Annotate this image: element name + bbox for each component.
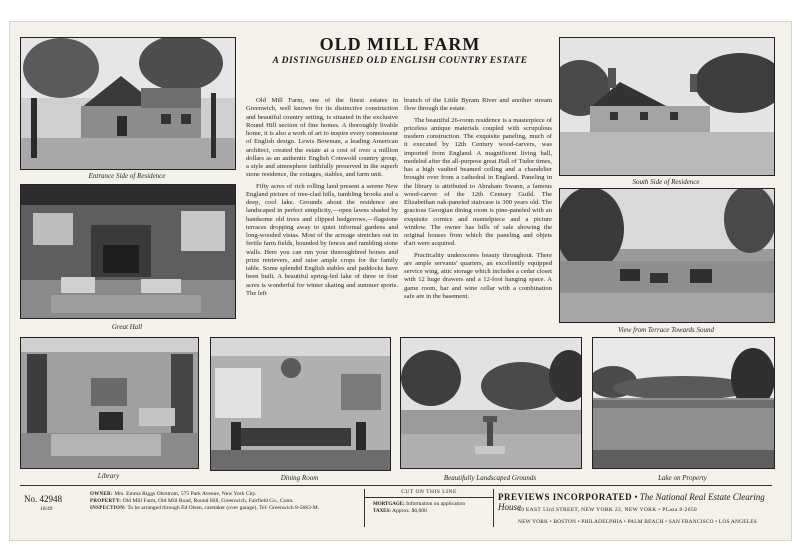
body-column-2 <box>404 97 552 301</box>
body-paragraph: Old Mill Farm, one of the finest estates in Greenwich, well known for its distinctive construction and beautiful country setting, is situated in the exclusive Round Hill section of fine homes. A thoroughly livable home, it is also a work of art to inspire every connoisseur of English design. Lewis Bowman, a leading American architect, created the estate at a cost of over a million dollars as an authentic English Cotswold country group, a style and atmosphere faithfully preserved in the superb stone residence, the cottages, stables, and farm unit. <box>246 97 398 179</box>
property-value: Old Mill Farm, Old Mill Road, Round Hill, Greenwich, Fairfield Co., Conn. <box>122 498 294 505</box>
body-paragraph: branch of the Little Byram River and another stream flow through the estate. <box>404 97 552 113</box>
great-hall-photo <box>20 184 236 319</box>
library-photo <box>20 337 199 469</box>
owner-label: OWNER: <box>90 492 113 497</box>
company-address: 49 EAST 53rd STREET, NEW YORK 22, NEW YORK • PLaza 8-2650 <box>518 507 698 513</box>
footer <box>20 485 772 532</box>
south-side-caption: South Side of Residence <box>632 178 700 186</box>
inspection-value: To be arranged through Ed Olsen, caretaker (over garage), Tel: Greenwich 8-5683-M. <box>127 505 320 512</box>
entrance-caption: Entrance Side of Residence <box>88 172 166 180</box>
taxes-label: TAXES: <box>373 509 391 514</box>
dining-room-photo <box>210 337 391 471</box>
taxes-value: Approx. $6,000 <box>392 508 427 514</box>
body-paragraph: The beautiful 26-room residence is a masterpiece of priceless antique materials coupled with scrupulous modern construction. The exquisite paneling, much of it executed by 12th Century wood-carvers, was imported from England. A magnificent living hall, modeled after the all-purpose great Hall of Tudor times, has a high vaulted beamed ceiling and a chandelier brought over from a cathedral in England. Paneling in the library is attributed to Abraham Swann, a famous wood-carver of the 12th Century Guild. The Elizabethan oak-paneled staircase is 300 years old. The gracious Georgian dining room is pine-paneled with an exquisite cornice and mantelpiece and a picture window. The owner has bills of sale showing the original houses from which the paneling and objets d'art were acquired. <box>404 116 552 248</box>
cut-line-box <box>364 489 494 527</box>
owner-block <box>90 491 356 513</box>
lake-caption: Lake on Property <box>658 474 707 482</box>
terrace-photo <box>559 188 775 323</box>
great-hall-caption: Great Hall <box>111 323 143 331</box>
inspection-label: INSPECTION: <box>90 506 127 512</box>
grounds-photo <box>400 337 582 469</box>
dining-room-caption: Dining Room <box>280 474 319 482</box>
company-tagline: The National Real Estate Clearing House <box>498 492 765 512</box>
page-subtitle: A DISTINGUISHED OLD ENGLISH COUNTRY ESTATE <box>272 56 528 66</box>
property-label: PROPERTY: <box>90 499 122 505</box>
body-paragraph: Practicality underscores beauty throughout. There are ample servants' quarters, an excellently equipped service wing, attic storage which includes a cedar closet with 12 huge drawers and a 12-foot hanging space. A game room, bar and wine cellar with a combination safe are in the basement. <box>404 251 552 300</box>
body-paragraph: Fifty acres of rich rolling land present a serene New England picture of tree-clad hills, tumbling brooks and a deep, cool lake. Grounds about the residence are landscaped in perfect simplicity,—open lawns shaded by handsome old trees and clipped hedgerows,—flagstone terraces dropping away to quiet informal gardens and long-wooded vistas. Most of the acreage stretches out in fertile farm fields, bounded by fences and rambling stone walls. Here you can run your thoroughbred horses and prize retrievers, and raise ample crops for the family table. Some splendid English stables and paddocks have been built. A beautiful spring-fed lake of three or four acres is wonderful for winter skating and summer sports. The left <box>246 182 398 297</box>
cut-line-label: CUT ON THIS LINE <box>365 489 493 498</box>
company-cities: NEW YORK • BOSTON • PHILADELPHIA • PALM BEACH • SAN FRANCISCO • LOS ANGELES <box>518 519 757 525</box>
library-caption: Library <box>97 472 120 480</box>
mortgage-value: Information on application <box>406 501 466 507</box>
south-side-photo <box>559 37 775 176</box>
grounds-caption: Beautifully Landscaped Grounds <box>443 474 537 482</box>
body-column-1 <box>246 97 398 298</box>
terrace-caption: View from Terrace Towards Sound <box>617 326 715 334</box>
lake-photo <box>592 337 775 469</box>
entrance-photo <box>20 37 236 170</box>
listing-number: No. 42948 <box>24 494 62 504</box>
company-name: PREVIEWS INCORPORATED <box>498 492 633 502</box>
company-line: PREVIEWS INCORPORATED • The National Real Estate Clearing House <box>498 492 765 512</box>
mortgage-label: MORTGAGE: <box>373 502 405 507</box>
listing-date: 10/49 <box>40 506 53 512</box>
owner-value: Mrs. Emma Riggs Ohrstrom, 575 Park Avenue, New York City. <box>114 491 257 497</box>
page-title: OLD MILL FARM <box>319 34 481 54</box>
